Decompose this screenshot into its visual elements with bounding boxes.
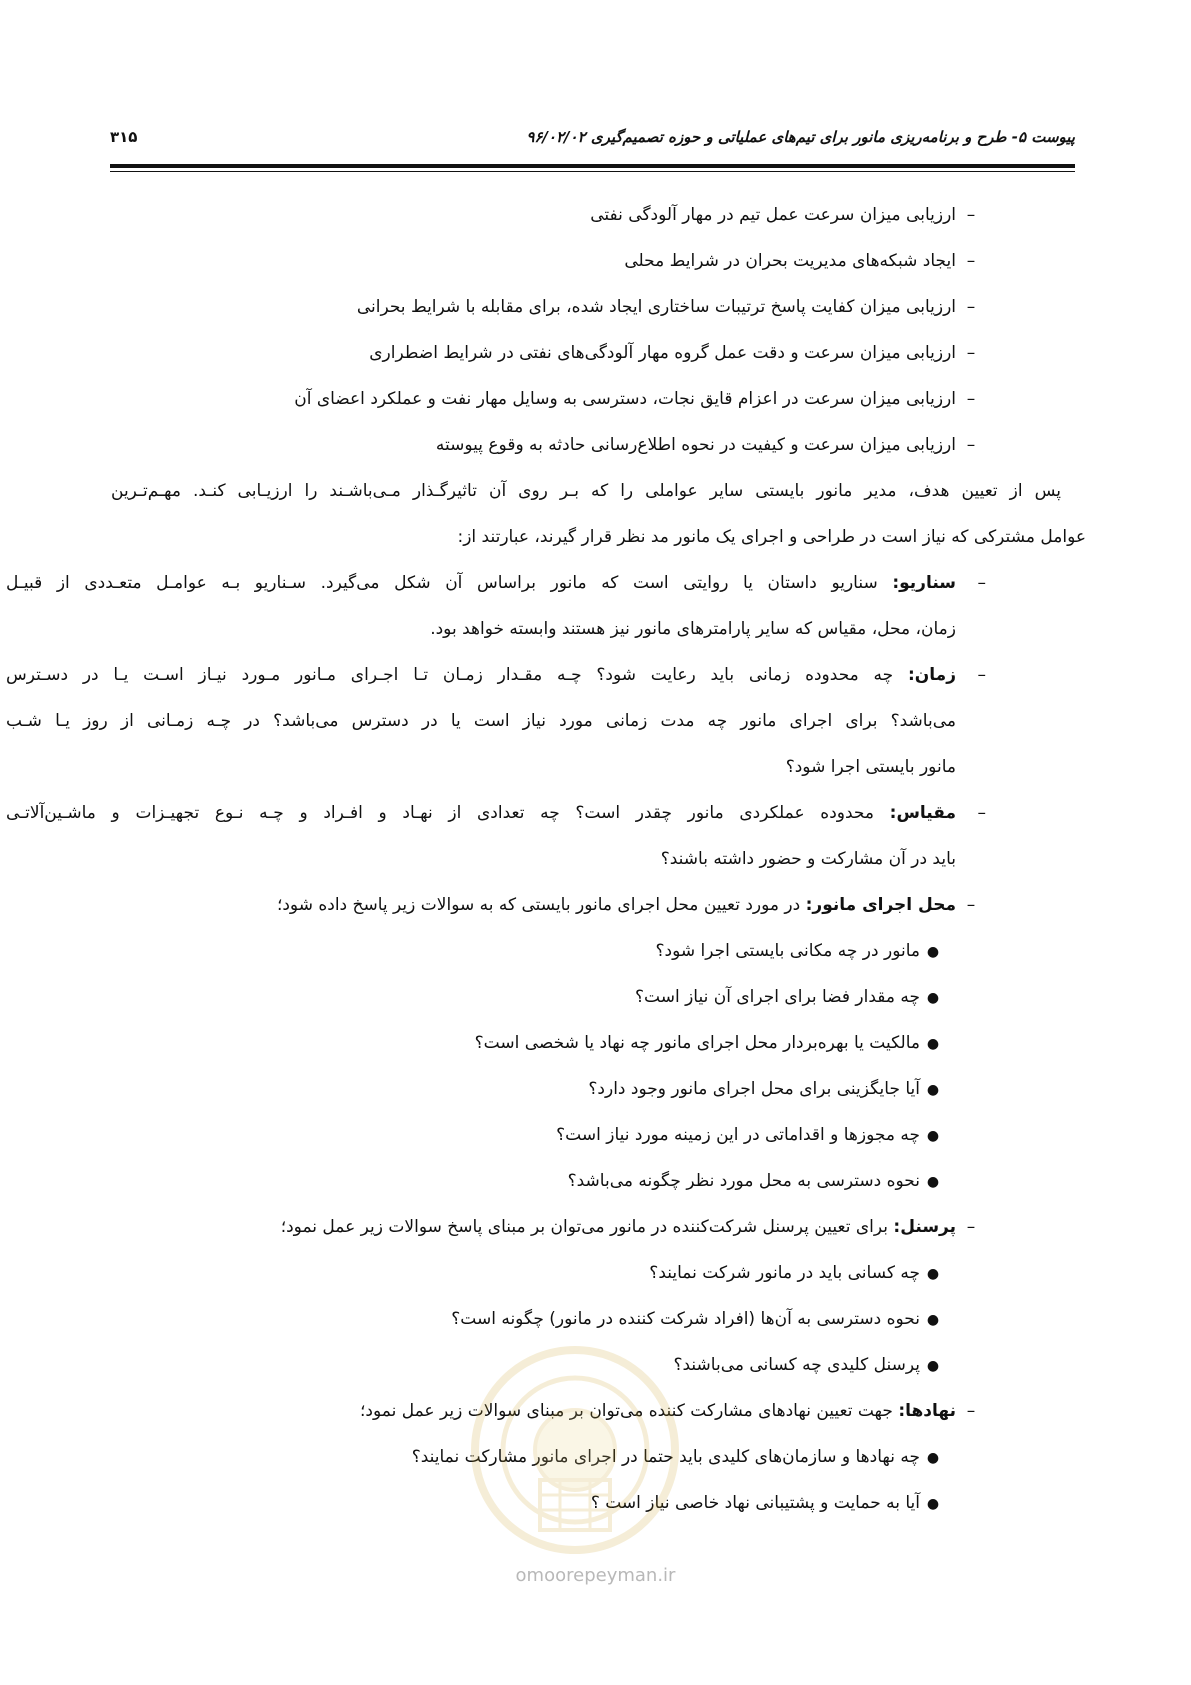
bullet-icon: ● — [926, 1036, 940, 1052]
factor-term: مقیاس: — [889, 803, 956, 823]
factor-scale-cont: باید در آن مشارکت و حضور داشته باشند؟ — [660, 849, 956, 869]
list-item-text: ارزیابی میزان کفایت پاسخ ترتیبات ساختاری ایجاد شده، برای مقابله با شرایط بحرانی — [356, 297, 956, 317]
dash-marker: – — [966, 297, 976, 317]
dash-marker: – — [966, 895, 976, 915]
dash-marker: – — [966, 251, 976, 271]
page-header — [110, 128, 1075, 158]
factor-scale — [6, 796, 986, 830]
header-rule-thick — [110, 164, 1075, 168]
factor-location — [277, 888, 986, 922]
bullet-item: ●چه نهادها و سازمان‌های کلیدی باید حتما در اجرای مانور مشارکت نمایند؟ — [412, 1440, 946, 1474]
bullet-item: ●نحوه دسترسی به آن‌ها (افراد شرکت کننده در مانور) چگونه است؟ — [451, 1302, 946, 1336]
dash-marker: – — [966, 205, 976, 225]
list-item-text: ایجاد شبکه‌های مدیریت بحران در شرایط محلی — [624, 251, 956, 271]
factor-time — [6, 658, 986, 692]
watermark-seal-icon — [445, 1330, 705, 1560]
bullet-item: ●آیا به حمایت و پشتیبانی نهاد خاصی نیاز است ؟ — [591, 1486, 946, 1520]
list-item — [624, 244, 986, 278]
dash-marker: – — [966, 1401, 976, 1421]
dash-marker: – — [977, 803, 986, 823]
factor-text: سناریو داستان یا روایتی است که مانور براساس آن شکل می‌گیرد. سـناریو بـه عوامـل متعـددی از قبیـل — [6, 573, 893, 593]
bullet-icon: ● — [926, 1496, 940, 1512]
factor-text: در مورد تعیین محل اجرای مانور بایستی که به سوالات زیر پاسخ داده شود؛ — [276, 895, 806, 915]
dash-marker: – — [966, 1217, 976, 1237]
bullet-item: ●مانور در چه مکانی بایستی اجرا شود؟ — [656, 934, 946, 968]
factor-text: جهت تعیین نهادهای مشارکت کننده می‌توان بر مبنای سوالات زیر عمل نمود؛ — [360, 1401, 899, 1421]
factor-personnel — [281, 1210, 986, 1244]
bullet-icon: ● — [926, 990, 940, 1006]
list-item-text: ارزیابی میزان سرعت عمل تیم در مهار آلودگی نفتی — [590, 205, 956, 225]
paragraph-line: عوامل مشترکی که نیاز است در طراحی و اجرای یک مانور مد نظر قرار گیرند، عبارتند از: — [457, 527, 1086, 547]
factor-term: نهادها: — [898, 1401, 956, 1421]
factor-term: سناریو: — [892, 573, 956, 593]
header-rule-thin — [110, 171, 1075, 172]
list-item — [369, 336, 986, 370]
dash-marker: – — [966, 343, 976, 363]
factor-time-cont: مانور بایستی اجرا شود؟ — [785, 757, 956, 777]
bullet-icon: ● — [926, 1128, 940, 1144]
bullet-icon: ● — [926, 1266, 940, 1282]
factor-text: محدوده عملکردی مانور چقدر است؟ چه تعدادی از نهـاد و افـراد و چـه نـوع تجهیـزات و ماشـین‌آلاتـی — [6, 803, 890, 823]
bullet-item: ●پرسنل کلیدی چه کسانی می‌باشند؟ — [673, 1348, 946, 1382]
list-item — [294, 382, 986, 416]
dash-marker: – — [977, 665, 986, 685]
paragraph-line: پس از تعیین هدف، مدیر مانور بایستی سایر عواملی را که بـر روی آن تاثیرگـذار مـی‌باشـند را ارزیـابی کنـد. مهـم‌تـرین — [111, 481, 1061, 501]
factor-scenario — [6, 566, 986, 600]
list-item — [436, 428, 986, 462]
watermark-site: omoorepeyman.ir — [515, 1565, 676, 1586]
factor-scenario-cont: زمان، محل، مقیاس که سایر پارامترهای مانور نیز هستند وابسته خواهد بود. — [430, 619, 956, 639]
factor-term: پرسنل: — [893, 1217, 956, 1237]
bullet-item: ●نحوه دسترسی به محل مورد نظر چگونه می‌باشد؟ — [568, 1164, 946, 1198]
bullet-item: ●چه مجوزها و اقداماتی در این زمینه مورد نیاز است؟ — [556, 1118, 946, 1152]
dash-marker: – — [966, 389, 976, 409]
factor-text: چه محدوده زمانی باید رعایت شود؟ چـه مقـدار زمـان تـا اجـرای مـانور مـورد نیـاز اسـت یـا در دسـترس — [6, 665, 908, 685]
list-item — [590, 198, 986, 232]
list-item-text: ارزیابی میزان سرعت و دقت عمل گروه مهار آلودگی‌های نفتی در شرایط اضطراری — [369, 343, 956, 363]
bullet-item: ●چه کسانی باید در مانور شرکت نمایند؟ — [649, 1256, 946, 1290]
bullet-icon: ● — [926, 944, 940, 960]
bullet-icon: ● — [926, 1082, 940, 1098]
bullet-icon: ● — [926, 1358, 940, 1374]
factor-term: زمان: — [907, 665, 956, 685]
list-item-text: ارزیابی میزان سرعت در اعزام قایق نجات، دسترسی به وسایل مهار نفت و عملکرد اعضای آن — [294, 389, 956, 409]
bullet-item: ●مالکیت یا بهره‌بردار محل اجرای مانور چه نهاد یا شخصی است؟ — [475, 1026, 946, 1060]
factor-term: محل اجرای مانور: — [805, 895, 956, 915]
list-item-text: ارزیابی میزان سرعت و کیفیت در نحوه اطلاع‌رسانی حادثه به وقوع پیوسته — [435, 435, 956, 455]
page-number: ۳۱۵ — [110, 128, 138, 146]
factor-time-cont: می‌باشد؟ برای اجرای مانور چه مدت زمانی مورد نیاز است یا در دسترس می‌باشد؟ در چـه زمـانی از روز یـا شـب — [6, 711, 956, 731]
bullet-icon: ● — [926, 1174, 940, 1190]
bullet-icon: ● — [926, 1312, 940, 1328]
bullet-icon: ● — [926, 1450, 940, 1466]
factor-text: برای تعیین پرسنل شرکت‌کننده در مانور می‌توان بر مبنای پاسخ سوالات زیر عمل نمود؛ — [280, 1217, 894, 1237]
dash-marker: – — [966, 435, 976, 455]
bullet-item: ●چه مقدار فضا برای اجرای آن نیاز است؟ — [635, 980, 946, 1014]
bullet-item: ●آیا جایگزینی برای محل اجرای مانور وجود دارد؟ — [588, 1072, 946, 1106]
header-title: پیوست ۵- طرح و برنامه‌ریزی مانور برای تیم‌های عملیاتی و حوزه تصمیم‌گیری ۹۶/۰۲/۰۲ — [526, 128, 1075, 146]
list-item — [357, 290, 986, 324]
dash-marker: – — [977, 573, 986, 593]
